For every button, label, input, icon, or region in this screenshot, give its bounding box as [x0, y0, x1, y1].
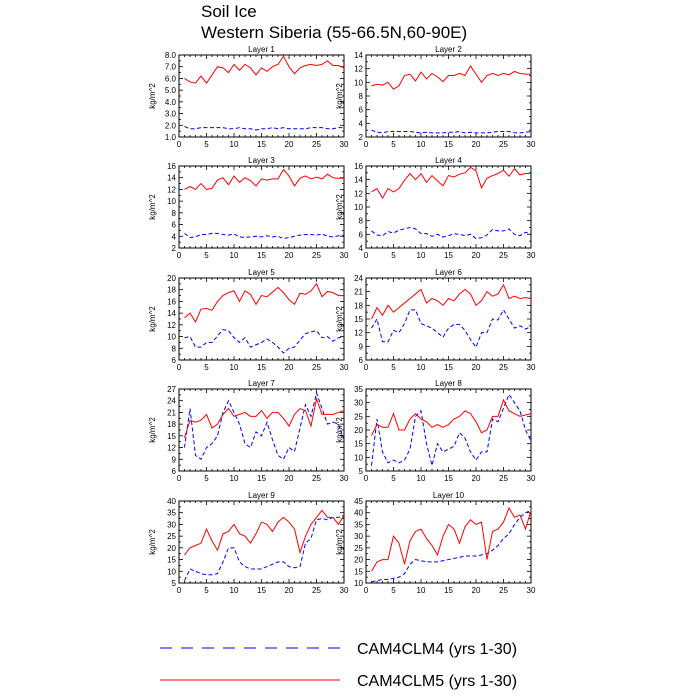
y-tick-label: 14	[167, 173, 176, 183]
x-tick-label: 0	[176, 251, 182, 260]
legend-label-cam4clm4: CAM4CLM4 (yrs 1-30)	[357, 641, 518, 658]
x-tick-label: 25	[312, 586, 321, 595]
y-tick-label: 14	[354, 51, 363, 60]
y-tick-label: 4	[171, 232, 176, 242]
y-tick-label: 10	[354, 78, 363, 88]
series-line-cam4clm5	[185, 510, 345, 555]
x-tick-label: 5	[204, 586, 209, 595]
y-tick-label: 10	[354, 579, 363, 588]
x-tick-label: 5	[391, 140, 396, 149]
panel-title: Layer 8	[435, 379, 462, 388]
x-tick-label: 15	[444, 474, 453, 483]
series-line-cam4clm4	[372, 510, 532, 581]
x-tick-label: 25	[312, 363, 321, 372]
x-tick-label: 0	[176, 474, 182, 483]
y-tick-label: 24	[167, 396, 176, 406]
x-tick-label: 5	[391, 474, 396, 483]
y-axis-label: kg/m^2	[148, 417, 157, 443]
y-tick-label: 25	[354, 412, 363, 422]
x-tick-label: 0	[363, 251, 369, 260]
series-line-cam4clm5	[372, 167, 532, 198]
x-tick-label: 15	[257, 586, 266, 595]
x-tick-label: 10	[229, 251, 239, 260]
series-line-cam4clm4	[372, 130, 532, 133]
x-tick-label: 20	[284, 251, 294, 260]
y-axis-label: kg/m^2	[148, 306, 157, 332]
y-tick-label: 18	[167, 285, 176, 295]
series-line-cam4clm5	[372, 400, 532, 436]
panel-layer-5	[148, 268, 349, 372]
y-tick-label: 45	[354, 497, 363, 506]
y-tick-label: 16	[354, 162, 363, 171]
y-tick-label: 30	[354, 532, 363, 542]
y-axis-label: kg/m^2	[335, 194, 344, 220]
x-tick-label: 25	[499, 363, 508, 372]
y-tick-label: 27	[167, 385, 176, 394]
y-tick-label: 6	[171, 220, 176, 230]
x-tick-label: 10	[416, 140, 426, 149]
y-tick-label: 8	[171, 208, 176, 218]
x-tick-label: 30	[526, 140, 536, 149]
series-line-cam4clm5	[185, 284, 345, 322]
y-tick-label: 40	[354, 508, 363, 518]
x-tick-label: 10	[229, 140, 239, 149]
x-tick-label: 0	[176, 363, 182, 372]
x-tick-label: 5	[391, 363, 396, 372]
series-line-cam4clm4	[185, 233, 345, 238]
x-tick-label: 20	[471, 586, 481, 595]
panel-title: Layer 2	[435, 45, 462, 54]
panel-title: Layer 9	[248, 491, 275, 500]
y-tick-label: 6.0	[164, 74, 176, 84]
x-tick-label: 20	[471, 140, 481, 149]
x-tick-label: 30	[339, 586, 349, 595]
panel-title: Layer 4	[435, 156, 462, 165]
y-tick-label: 6	[358, 105, 363, 115]
x-tick-label: 30	[339, 251, 349, 260]
x-tick-label: 5	[391, 251, 396, 260]
x-tick-label: 25	[312, 140, 321, 149]
series-line-cam4clm5	[185, 399, 345, 438]
y-tick-label: 12	[354, 328, 363, 338]
y-tick-label: 21	[354, 287, 363, 297]
y-tick-label: 10	[167, 332, 176, 342]
legend-label-cam4clm5: CAM4CLM5 (yrs 1-30)	[357, 673, 518, 690]
x-tick-label: 0	[363, 140, 369, 149]
x-tick-label: 0	[363, 363, 369, 372]
plot-frame	[366, 55, 531, 137]
panel-layer-1	[148, 45, 349, 149]
x-tick-label: 20	[471, 251, 481, 260]
x-tick-label: 20	[284, 140, 294, 149]
x-tick-label: 25	[499, 474, 508, 483]
x-tick-label: 15	[257, 363, 266, 372]
y-axis-label: kg/m^2	[335, 529, 344, 555]
x-tick-label: 5	[204, 363, 209, 372]
x-tick-label: 25	[499, 140, 508, 149]
panel-title: Layer 6	[435, 268, 462, 277]
x-tick-label: 15	[257, 474, 266, 483]
x-tick-label: 10	[416, 586, 426, 595]
x-tick-label: 30	[526, 251, 536, 260]
series-line-cam4clm5	[372, 66, 532, 89]
y-axis-label: kg/m^2	[148, 83, 157, 109]
x-tick-label: 5	[204, 140, 209, 149]
y-tick-label: 8	[171, 344, 176, 354]
panel-grid	[148, 45, 536, 595]
y-tick-label: 4	[358, 244, 363, 253]
series-line-cam4clm4	[372, 310, 532, 347]
y-tick-label: 6	[358, 230, 363, 240]
y-tick-label: 14	[167, 309, 176, 319]
y-tick-label: 2.0	[164, 121, 176, 131]
y-tick-label: 12	[354, 189, 363, 199]
panel-title: Layer 1	[248, 45, 275, 54]
y-tick-label: 6	[171, 356, 176, 365]
series-line-cam4clm4	[372, 228, 532, 239]
y-tick-label: 40	[167, 497, 176, 506]
y-tick-label: 15	[354, 439, 363, 449]
legend	[160, 641, 517, 690]
y-axis-label: kg/m^2	[148, 529, 157, 555]
series-line-cam4clm4	[185, 393, 345, 459]
y-tick-label: 10	[167, 197, 176, 207]
series-line-cam4clm5	[185, 170, 345, 190]
series-line-cam4clm4	[372, 394, 532, 465]
panel-title: Layer 10	[432, 491, 465, 500]
x-tick-label: 15	[444, 140, 453, 149]
plot-frame	[366, 278, 531, 360]
plot-frame	[366, 501, 531, 583]
x-tick-label: 20	[284, 363, 294, 372]
y-tick-label: 20	[354, 426, 363, 435]
y-tick-label: 25	[167, 532, 176, 542]
x-tick-label: 30	[526, 474, 536, 483]
x-tick-label: 5	[204, 251, 209, 260]
y-tick-label: 35	[354, 385, 363, 394]
y-tick-label: 2	[358, 133, 363, 142]
y-tick-label: 15	[354, 315, 363, 324]
x-tick-label: 15	[444, 586, 453, 595]
y-tick-label: 12	[167, 185, 176, 195]
series-line-cam4clm4	[185, 515, 345, 581]
y-axis-label: kg/m^2	[148, 194, 157, 220]
y-tick-label: 6	[358, 356, 363, 365]
y-tick-label: 20	[167, 274, 176, 283]
x-tick-label: 10	[229, 363, 239, 372]
series-line-cam4clm5	[372, 508, 532, 571]
y-tick-label: 35	[354, 520, 363, 530]
y-tick-label: 25	[354, 543, 363, 553]
y-tick-label: 9	[171, 455, 176, 465]
series-line-cam4clm4	[185, 126, 345, 130]
figure-title: Soil Ice	[201, 2, 257, 21]
y-tick-label: 10	[167, 567, 176, 577]
y-tick-label: 8.0	[164, 51, 176, 60]
x-tick-label: 10	[416, 251, 426, 260]
y-tick-label: 5.0	[164, 86, 176, 96]
x-tick-label: 20	[471, 474, 481, 483]
y-axis-label: kg/m^2	[335, 306, 344, 332]
y-tick-label: 5	[358, 467, 363, 476]
series-line-cam4clm5	[372, 285, 532, 319]
plot-frame	[366, 389, 531, 471]
x-tick-label: 25	[499, 251, 508, 260]
y-tick-label: 2	[171, 244, 176, 253]
y-tick-label: 20	[167, 543, 176, 553]
y-tick-label: 7.0	[164, 62, 176, 72]
y-tick-label: 15	[167, 555, 176, 565]
panel-layer-9	[148, 491, 349, 595]
y-tick-label: 1.0	[164, 133, 176, 142]
x-tick-label: 20	[284, 586, 294, 595]
panel-layer-10	[335, 491, 536, 595]
y-tick-label: 16	[167, 297, 176, 307]
x-tick-label: 10	[229, 586, 239, 595]
panel-layer-2	[335, 45, 536, 149]
y-tick-label: 5	[171, 579, 176, 588]
y-tick-label: 20	[354, 555, 363, 565]
x-tick-label: 25	[312, 251, 321, 260]
x-tick-label: 30	[526, 586, 536, 595]
y-tick-label: 12	[354, 64, 363, 74]
y-axis-label: kg/m^2	[335, 83, 344, 109]
x-tick-label: 0	[176, 140, 182, 149]
panel-title: Layer 5	[248, 268, 275, 277]
x-tick-label: 20	[471, 363, 481, 372]
panel-title: Layer 3	[248, 156, 275, 165]
x-tick-label: 0	[363, 586, 369, 595]
x-tick-label: 10	[416, 363, 426, 372]
y-tick-label: 35	[167, 508, 176, 518]
y-tick-label: 15	[354, 567, 363, 577]
y-tick-label: 10	[354, 203, 363, 212]
x-tick-label: 15	[257, 140, 266, 149]
panel-layer-3	[148, 156, 349, 260]
y-tick-label: 6	[171, 467, 176, 476]
y-tick-label: 15	[167, 431, 176, 441]
y-tick-label: 14	[354, 175, 363, 185]
x-tick-label: 10	[229, 474, 239, 483]
y-axis-label: kg/m^2	[335, 417, 344, 443]
panel-title: Layer 7	[248, 379, 275, 388]
x-tick-label: 25	[499, 586, 508, 595]
y-tick-label: 4.0	[164, 97, 176, 107]
x-tick-label: 30	[339, 363, 349, 372]
figure-subtitle: Western Siberia (55-66.5N,60-90E)	[201, 23, 468, 42]
x-tick-label: 30	[526, 363, 536, 372]
y-tick-label: 8	[358, 216, 363, 226]
series-line-cam4clm4	[185, 330, 345, 353]
x-tick-label: 25	[312, 474, 321, 483]
x-tick-label: 15	[444, 251, 453, 260]
x-tick-label: 30	[339, 474, 349, 483]
y-tick-label: 30	[167, 520, 176, 530]
x-tick-label: 20	[284, 474, 294, 483]
panel-layer-7	[148, 379, 349, 483]
y-tick-label: 4	[358, 119, 363, 129]
panel-layer-6	[335, 268, 536, 372]
y-tick-label: 30	[354, 398, 363, 408]
x-tick-label: 5	[391, 586, 396, 595]
x-tick-label: 10	[416, 474, 426, 483]
y-tick-label: 3.0	[164, 109, 176, 119]
y-tick-label: 10	[354, 453, 363, 463]
panel-layer-4	[335, 156, 536, 260]
y-tick-label: 9	[358, 342, 363, 352]
y-tick-label: 16	[167, 162, 176, 171]
y-tick-label: 12	[167, 320, 176, 330]
panel-layer-8	[335, 379, 536, 483]
x-tick-label: 0	[363, 474, 369, 483]
x-tick-label: 15	[444, 363, 453, 372]
y-tick-label: 21	[167, 408, 176, 418]
y-tick-label: 18	[354, 301, 363, 311]
y-tick-label: 18	[167, 420, 176, 430]
x-tick-label: 5	[204, 474, 209, 483]
y-tick-label: 24	[354, 274, 363, 283]
y-tick-label: 8	[358, 92, 363, 101]
x-tick-label: 30	[339, 140, 349, 149]
x-tick-label: 0	[176, 586, 182, 595]
series-line-cam4clm5	[185, 56, 345, 83]
y-tick-label: 12	[167, 443, 176, 453]
x-tick-label: 15	[257, 251, 266, 260]
